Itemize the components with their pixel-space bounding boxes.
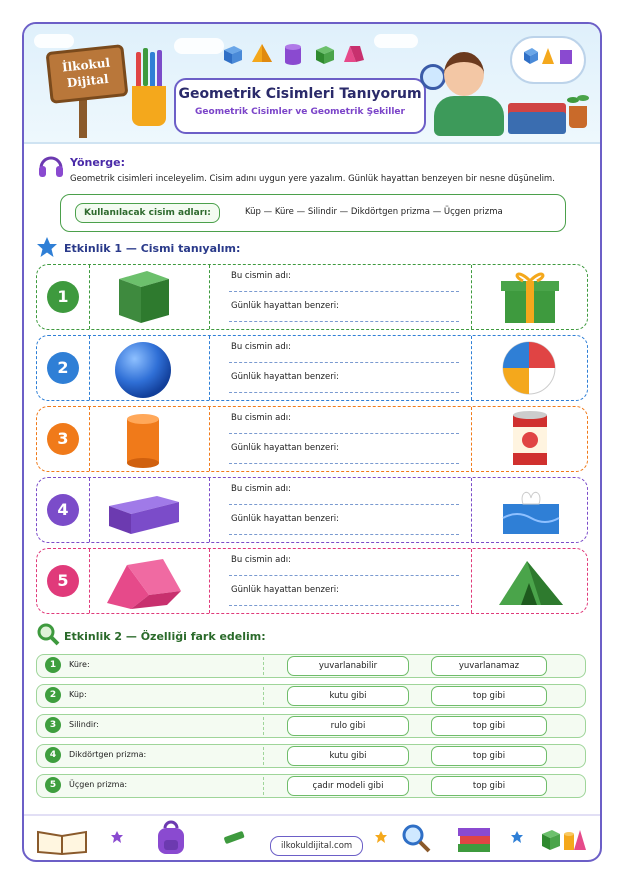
shape-name: Dikdörtgen prizma: (69, 750, 147, 759)
shape-name-answer-line[interactable] (229, 433, 459, 434)
row-number-badge: 2 (45, 687, 61, 703)
mini-prism-icon (342, 42, 366, 66)
shape-name-answer-line[interactable] (229, 504, 459, 505)
mini-cylinder-icon (282, 42, 304, 66)
similar-object-answer-line[interactable] (229, 605, 459, 606)
books-icon (508, 112, 566, 134)
word-bank-label: Kullanılacak cisim adları: (75, 203, 220, 223)
star-icon (110, 830, 124, 844)
word-bank-list: Küp — Küre — Silindir — Dikdörtgen prizma — Üçgen prizma (245, 207, 503, 217)
similar-object-answer-line[interactable] (229, 463, 459, 464)
pencil-icon (136, 52, 141, 90)
cube-icon (97, 267, 197, 327)
similar-object-label: Günlük hayattan benzeri: (231, 372, 339, 382)
similar-object-label: Günlük hayattan benzeri: (231, 585, 339, 595)
triangular-prism-icon (97, 551, 197, 611)
shape-name: Silindir: (69, 720, 99, 729)
property-row (36, 714, 586, 738)
similar-object-answer-line[interactable] (229, 321, 459, 322)
row-number-badge: 4 (45, 747, 61, 763)
shape-name-label: Bu cismin adı: (231, 555, 291, 565)
similar-object-label: Günlük hayattan benzeri: (231, 514, 339, 524)
shape-name-label: Bu cismin adı: (231, 271, 291, 281)
shape-name: Küre: (69, 660, 90, 669)
magnifying-glass-icon (400, 822, 432, 854)
worksheet (22, 22, 602, 862)
shape-name-answer-line[interactable] (229, 291, 459, 292)
word-bank (60, 194, 566, 232)
activity2-title: Etkinlik 2 — Özelliği fark edelim: (64, 630, 266, 643)
option-a-button[interactable]: yuvarlanabilir (287, 656, 409, 676)
activity1-title: Etkinlik 1 — Cismi tanıyalım: (64, 242, 241, 255)
gift-box-icon (489, 265, 573, 327)
beach-ball-icon (489, 336, 573, 398)
row-number-badge: 1 (45, 657, 61, 673)
property-row (36, 744, 586, 768)
mini-cube-icon (220, 42, 244, 66)
cloud-icon (174, 38, 224, 54)
shape-name-label: Bu cismin adı: (231, 413, 291, 423)
books-stack-icon (454, 822, 494, 856)
magnifier-icon (36, 622, 60, 646)
row-number-badge: 5 (45, 777, 61, 793)
similar-object-label: Günlük hayattan benzeri: (231, 443, 339, 453)
pencil-cup-icon (132, 86, 166, 126)
pencil-icon (150, 52, 155, 90)
crayon-icon (220, 826, 250, 848)
row-number-badge: 2 (47, 352, 79, 384)
cloud-icon (34, 34, 74, 48)
tomato-can-icon (489, 407, 573, 469)
row-number-badge: 3 (45, 717, 61, 733)
shape-name-answer-line[interactable] (229, 575, 459, 576)
property-row (36, 774, 586, 798)
thought-shapes-icon (512, 38, 584, 82)
shape-row (36, 406, 588, 472)
similar-object-answer-line[interactable] (229, 392, 459, 393)
magnifying-glass-icon (420, 64, 446, 90)
backpack-icon (154, 820, 188, 856)
row-number-badge: 1 (47, 281, 79, 313)
similar-object-label: Günlük hayattan benzeri: (231, 301, 339, 311)
footer (24, 814, 600, 862)
option-a-button[interactable]: kutu gibi (287, 746, 409, 766)
property-row (36, 654, 586, 678)
option-b-button[interactable]: top gibi (431, 746, 547, 766)
shape-name-label: Bu cismin adı: (231, 484, 291, 494)
mini-cube-icon (312, 42, 336, 66)
star-icon (36, 236, 58, 258)
instructions-label: Yönerge: (70, 156, 125, 169)
shape-row (36, 335, 588, 401)
pencil-icon (157, 50, 162, 88)
cylinder-icon (97, 409, 197, 469)
shape-row (36, 477, 588, 543)
shape-name-label: Bu cismin adı: (231, 342, 291, 352)
shape-name-answer-line[interactable] (229, 362, 459, 363)
similar-object-answer-line[interactable] (229, 534, 459, 535)
mini-pyramid-icon (250, 42, 274, 66)
plant-icon (565, 90, 591, 108)
sphere-icon (97, 338, 197, 398)
title-box (174, 78, 426, 134)
option-b-button[interactable]: top gibi (431, 776, 547, 796)
option-b-button[interactable]: top gibi (431, 686, 547, 706)
option-b-button[interactable]: top gibi (431, 716, 547, 736)
row-number-badge: 4 (47, 494, 79, 526)
rectangular-prism-icon (97, 480, 197, 540)
site-logo: İlkokul Dijital (45, 44, 128, 104)
header-banner (24, 24, 600, 144)
headphones-icon (36, 150, 66, 180)
star-icon (374, 830, 388, 844)
tent-icon (489, 549, 573, 611)
open-book-icon (34, 824, 90, 856)
plant-pot-icon (569, 106, 587, 128)
star-icon (510, 830, 524, 844)
option-a-button[interactable]: rulo gibi (287, 716, 409, 736)
pencil-icon (143, 48, 148, 86)
shape-name: Üçgen prizma: (69, 780, 128, 789)
option-b-button[interactable]: yuvarlanamaz (431, 656, 547, 676)
shape-row (36, 264, 588, 330)
option-a-button[interactable]: çadır modeli gibi (287, 776, 409, 796)
option-a-button[interactable]: kutu gibi (287, 686, 409, 706)
thought-bubble (510, 36, 586, 84)
tissue-box-icon (489, 478, 573, 540)
girl-illustration (444, 52, 484, 96)
shape-name: Küp: (69, 690, 87, 699)
row-number-badge: 5 (47, 565, 79, 597)
cloud-icon (374, 34, 418, 48)
instructions-text: Geometrik cisimleri inceleyelim. Cisim adını uygun yere yazalım. Günlük hayattan benzeyen bir nesne düşünelim. (70, 174, 555, 184)
row-number-badge: 3 (47, 423, 79, 455)
website-url[interactable]: ilkokuldijital.com (270, 836, 363, 856)
page-subtitle: Geometrik Cisimler ve Geometrik Şekiller (195, 107, 405, 117)
shape-row (36, 548, 588, 614)
geometric-shapes-icon (538, 820, 588, 856)
property-row (36, 684, 586, 708)
page-title: Geometrik Cisimleri Tanıyorum (178, 86, 422, 102)
